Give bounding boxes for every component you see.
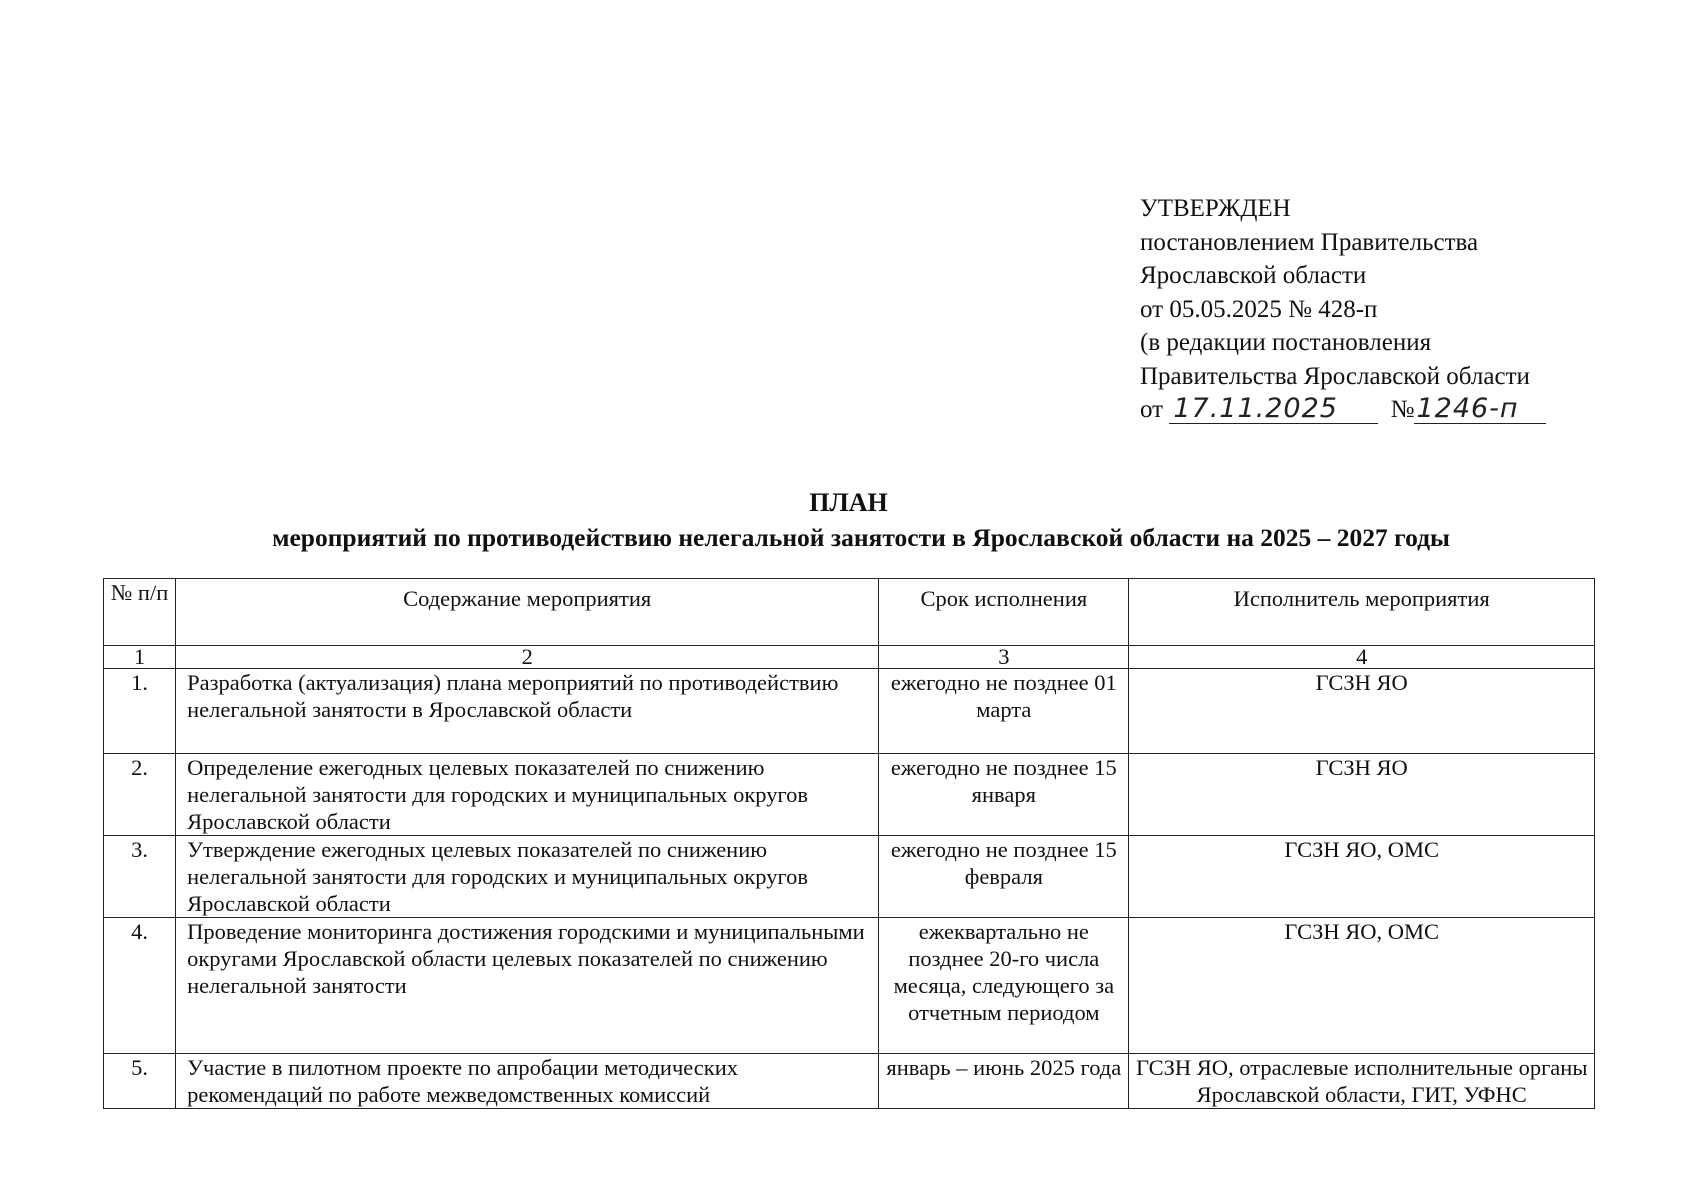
column-number: 2 <box>176 646 879 669</box>
row-number: 4. <box>104 918 176 1054</box>
approval-line: Правительства Ярославской области <box>1140 362 1530 390</box>
header-executor: Исполнитель мероприятия <box>1129 579 1595 646</box>
row-deadline: ежегодно не позднее 15 февраля <box>879 836 1129 918</box>
approval-line: (в редакции постановления <box>1140 329 1432 356</box>
header-content: Содержание мероприятия <box>176 579 879 646</box>
approval-line: Ярославской области <box>1140 262 1367 289</box>
table-row <box>104 669 1595 754</box>
row-content: Разработка (актуализация) плана мероприятий по противодействию нелегальной занятости в Ярославской области <box>176 669 879 754</box>
row-content: Проведение мониторинга достижения городскими и муниципальными округами Ярославской области целевых показателей по снижению нелегальной занятости <box>176 918 879 1054</box>
table-header-row <box>104 579 1595 646</box>
approval-from-prefix: от <box>1140 396 1164 423</box>
table-row <box>104 918 1595 1054</box>
plan-table <box>103 578 1595 1109</box>
table-row <box>104 1054 1595 1109</box>
row-executor: ГСЗН ЯО <box>1129 669 1595 754</box>
handwritten-number: 1246-п <box>1414 395 1546 424</box>
row-content: Утверждение ежегодных целевых показателей по снижению нелегальной занятости для городских и муниципальных округов Ярославской области <box>176 836 879 918</box>
approval-stamp-block <box>1140 192 1546 427</box>
document-subtitle: мероприятий по противодействию нелегальной занятости в Ярославской области на 2025 – 2027 годы <box>272 523 1450 552</box>
approval-revision-line <box>1140 393 1546 427</box>
column-number-row <box>104 646 1595 669</box>
table-row <box>104 836 1595 918</box>
row-deadline: ежеквартально не позднее 20-го числа месяца, следующего за отчетным периодом <box>879 918 1129 1054</box>
row-executor: ГСЗН ЯО, отраслевые исполнительные органы Ярославской области, ГИТ, УФНС <box>1129 1054 1595 1109</box>
row-executor: ГСЗН ЯО <box>1129 754 1595 836</box>
row-executor: ГСЗН ЯО, ОМС <box>1129 836 1595 918</box>
document-title: ПЛАН <box>809 488 888 517</box>
header-deadline: Срок исполнения <box>879 579 1129 646</box>
column-number: 1 <box>104 646 176 669</box>
handwritten-date: 17.11.2025 <box>1169 395 1378 424</box>
row-number: 5. <box>104 1054 176 1109</box>
number-sign: № <box>1390 396 1415 423</box>
approval-line: постановлением Правительства <box>1140 228 1479 256</box>
row-deadline: ежегодно не позднее 15 января <box>879 754 1129 836</box>
approval-heading: УТВЕРЖДЕН <box>1140 195 1291 222</box>
row-deadline: ежегодно не позднее 01 марта <box>879 669 1129 754</box>
row-number: 1. <box>104 669 176 754</box>
column-number: 4 <box>1129 646 1595 669</box>
approval-original-date: от 05.05.2025 № 428-п <box>1140 295 1378 323</box>
row-content: Определение ежегодных целевых показателей по снижению нелегальной занятости для городских и муниципальных округов Ярославской области <box>176 754 879 836</box>
header-num: № п/п <box>104 579 176 646</box>
column-number: 3 <box>879 646 1129 669</box>
row-executor: ГСЗН ЯО, ОМС <box>1129 918 1595 1054</box>
row-number: 2. <box>104 754 176 836</box>
row-deadline: январь – июнь 2025 года <box>879 1054 1129 1109</box>
row-number: 3. <box>104 836 176 918</box>
row-content: Участие в пилотном проекте по апробации методических рекомендаций по работе межведомственных комиссий <box>176 1054 879 1109</box>
table-row <box>104 754 1595 836</box>
